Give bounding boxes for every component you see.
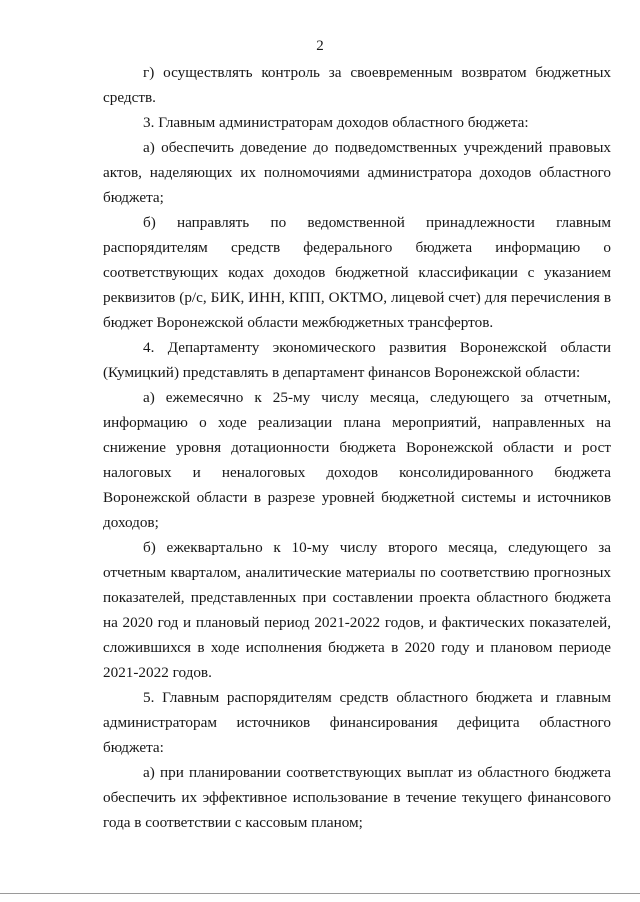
paragraph-section-3-item-b: б) направлять по ведомственной принадлежности главным распорядителям средств федерального бюджета информацию о соответствующих кодах доходов бюджетной классификации с указанием реквизитов (р/с, БИК, ИНН, КПП, ОКТМО, лицевой счет) для перечисления в бюджет Воронежской области межбюджетных трансфертов. bbox=[103, 214, 611, 331]
paragraph-section-3-item-a: а) обеспечить доведение до подведомственных учреждений правовых актов, наделяющих их полномочиями администратора доходов областного бюджета; bbox=[103, 139, 611, 206]
document-body bbox=[103, 60, 611, 835]
paragraph-section-5-item-a: а) при планировании соответствующих выплат из областного бюджета обеспечить их эффективное использование в течение текущего финансового года в соответствии с кассовым планом; bbox=[103, 764, 611, 831]
page-bottom-divider bbox=[0, 893, 640, 894]
paragraph-section-4-item-a: а) ежемесячно к 25-му числу месяца, следующего за отчетным, информацию о ходе реализации плана мероприятий, направленных на снижение уровня дотационности бюджета Воронежской области и рост налоговых и неналоговых доходов консолидированного бюджета Воронежской области в разрезе уровней бюджетной системы и источников доходов; bbox=[103, 389, 611, 531]
paragraph-section-5-heading: 5. Главным распорядителям средств областного бюджета и главным администраторам источников финансирования дефицита областного бюджета: bbox=[103, 689, 611, 756]
paragraph-item-g-return-control: г) осуществлять контроль за своевременным возвратом бюджетных средств. bbox=[103, 64, 611, 106]
page-number: 2 bbox=[316, 38, 324, 54]
paragraph-section-4-item-b: б) ежеквартально к 10-му числу второго месяца, следующего за отчетным кварталом, аналитические материалы по соответствию прогнозных показателей, представленных при составлении проекта областного бюджета на 2020 год и плановый период 2021-2022 годов, и фактических показателей, сложившихся в ходе исполнения бюджета в 2020 году и плановом периоде 2021-2022 годов. bbox=[103, 539, 611, 681]
paragraph-section-3-heading: 3. Главным администраторам доходов областного бюджета: bbox=[143, 114, 529, 131]
paragraph-section-4-heading: 4. Департаменту экономического развития Воронежской области (Кумицкий) представлять в департамент финансов Воронежской области: bbox=[103, 339, 611, 381]
